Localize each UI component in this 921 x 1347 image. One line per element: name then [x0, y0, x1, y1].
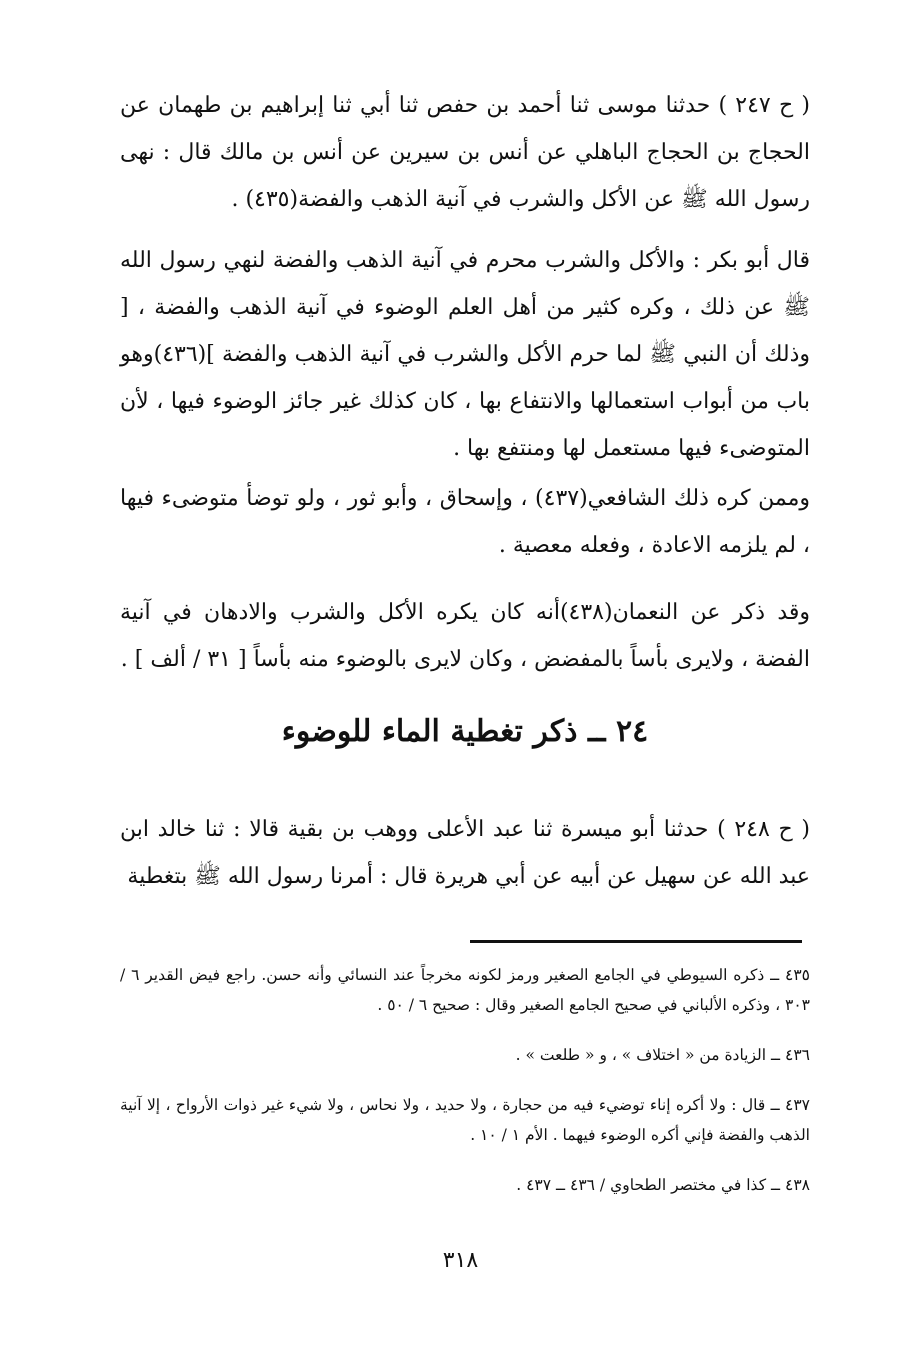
- shafii-opinion-paragraph: وممن كره ذلك الشافعي(٤٣٧) ، وإسحاق ، وأبو ثور ، ولو توضأ متوضىء فيها ، لم يلزمه الاعادة ، وفعله معصية .: [120, 486, 810, 558]
- hadith-248-paragraph: ( ح ٢٤٨ ) حدثنا أبو ميسرة ثنا عبد الأعلى ووهب بن بقية قالا : ثنا خالد ابن عبد الله عن سهيل عن أبيه عن أبي هريرة قال : أمرنا رسول الله ﷺ بتغطية: [120, 817, 810, 889]
- footnote-436: ٤٣٦ ــ الزيادة من « اختلاف » ، و « طلعت » .: [515, 1046, 810, 1064]
- hadith-247-paragraph: ( ح ٢٤٧ ) حدثنا موسى ثنا أحمد بن حفص ثنا أبي ثنا إبراهيم بن طهمان عن الحجاج بن الحجاج الباهلي عن أنس بن سيرين عن أنس بن مالك قال : نهى رسول الله ﷺ عن الأكل والشرب في آنية الذهب والفضة(٤٣٥) .: [120, 93, 810, 212]
- page-number: ٣١٨: [442, 1248, 479, 1273]
- numan-opinion-paragraph: وقد ذكر عن النعمان(٤٣٨)أنه كان يكره الأكل والشرب والادهان في آنية الفضة ، ولايرى بأساً بالمفضض ، وكان لايرى بالوضوء منه بأساً [ ٣١ / ألف ] .: [120, 600, 811, 672]
- footnote-438: ٤٣٨ ــ كذا في مختصر الطحاوي / ٤٣٦ ــ ٤٣٧ .: [516, 1176, 810, 1194]
- abu-bakr-commentary-paragraph: قال أبو بكر : والأكل والشرب محرم في آنية الذهب والفضة لنهي رسول الله ﷺ عن ذلك ، وكره كثير من أهل العلم الوضوء في آنية الذهب والفضة ، [ وذلك أن النبي ﷺ لما حرم الأكل والشرب في آنية الذهب والفضة ](٤٣٦)وهو باب من أبواب استعمالها والانتفاع بها ، كان كذلك غير جائز الوضوء فيها ، لأن المتوضىء فيها مستعمل لها ومنتفع بها .: [120, 248, 810, 461]
- footnote-437: ٤٣٧ ــ قال : ولا أكره إناء توضيء فيه من حجارة ، ولا حديد ، ولا نحاس ، ولا شيء غير ذوات الأرواح ، إلا آنية الذهب والفضة فإني أكره الوضوء فيهما . الأم ١ / ١٠ .: [120, 1096, 810, 1144]
- footnote-divider: [470, 940, 802, 943]
- footnote-435: ٤٣٥ ــ ذكره السيوطي في الجامع الصغير ورمز لكونه مخرجاً عند النسائي وأنه حسن. راجع فيض القدير ٦ / ٣٠٣ ، وذكره الألباني في صحيح الجامع الصغير وقال : صحيح ٦ / ٥٠ .: [120, 966, 811, 1014]
- chapter-heading: ٢٤ ــ ذكر تغطية الماء للوضوء: [281, 714, 649, 749]
